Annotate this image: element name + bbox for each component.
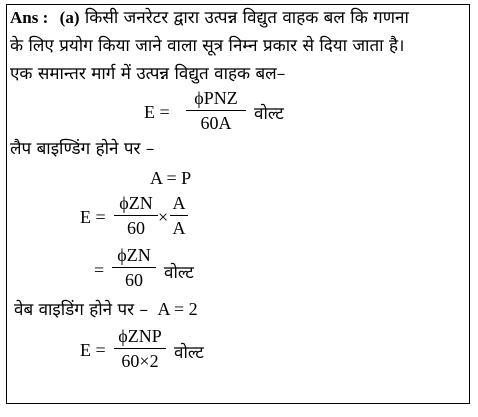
main-formula-unit: वोल्ट — [254, 104, 284, 124]
fraction-bar — [186, 110, 246, 111]
lap-step2-numerator: ϕZN — [117, 245, 151, 265]
answer-label: Ans : — [10, 8, 49, 27]
main-formula-numerator: ϕPNZ — [194, 88, 238, 108]
lap-step1-denominator-2: A — [172, 218, 186, 238]
intro-line-1 — [10, 8, 409, 28]
wave-heading: वेब वाइडिंग होने पर – — [14, 300, 149, 320]
intro-text-1: किसी जनरेटर द्वारा उत्पन्न विद्युत वाहक बल कि गणना — [84, 8, 409, 28]
lap-step1-fraction-2 — [170, 193, 188, 239]
lap-step2-fraction — [112, 245, 156, 291]
wave-formula-fraction — [114, 326, 166, 372]
lap-step1-fraction-1 — [114, 193, 158, 239]
fraction-bar — [112, 267, 156, 268]
intro-line-2: के लिए प्रयोग किया जाने वाला सूत्र निम्न प्रकार से दिया जाता है। — [10, 36, 405, 56]
part-label: (a) — [59, 8, 80, 27]
wave-condition: A = 2 — [157, 299, 198, 319]
lap-step1-numerator-1: ϕZN — [119, 193, 153, 213]
wave-formula-denominator: 60×2 — [121, 351, 159, 371]
fraction-bar — [114, 348, 166, 349]
intro-line-3: एक समान्तर मार्ग में उत्पन्न विद्युत वाहक बल– — [10, 64, 286, 84]
lap-step2-denominator: 60 — [125, 270, 143, 290]
lap-step1-lhs: E = — [80, 207, 106, 227]
fraction-bar — [114, 215, 158, 216]
lap-unit: वोल्ट — [164, 263, 194, 283]
wave-unit: वोल्ट — [174, 343, 204, 363]
wave-formula-numerator: ϕZNP — [118, 326, 162, 346]
lap-step1-numerator-2: A — [172, 193, 186, 213]
main-formula-fraction — [186, 88, 246, 134]
fraction-bar — [170, 215, 188, 216]
lap-step2-equals: = — [94, 260, 105, 280]
wave-formula-lhs: E = — [80, 340, 106, 360]
lap-heading: लैप बाइण्डिंग होने पर – — [10, 139, 155, 159]
main-formula-denominator: 60A — [200, 113, 232, 133]
lap-step1-denominator-1: 60 — [127, 218, 145, 238]
times-sign: × — [158, 207, 169, 227]
wave-heading-line — [14, 299, 198, 320]
lap-condition: A = P — [150, 168, 192, 188]
main-formula-lhs: E = — [144, 102, 170, 122]
